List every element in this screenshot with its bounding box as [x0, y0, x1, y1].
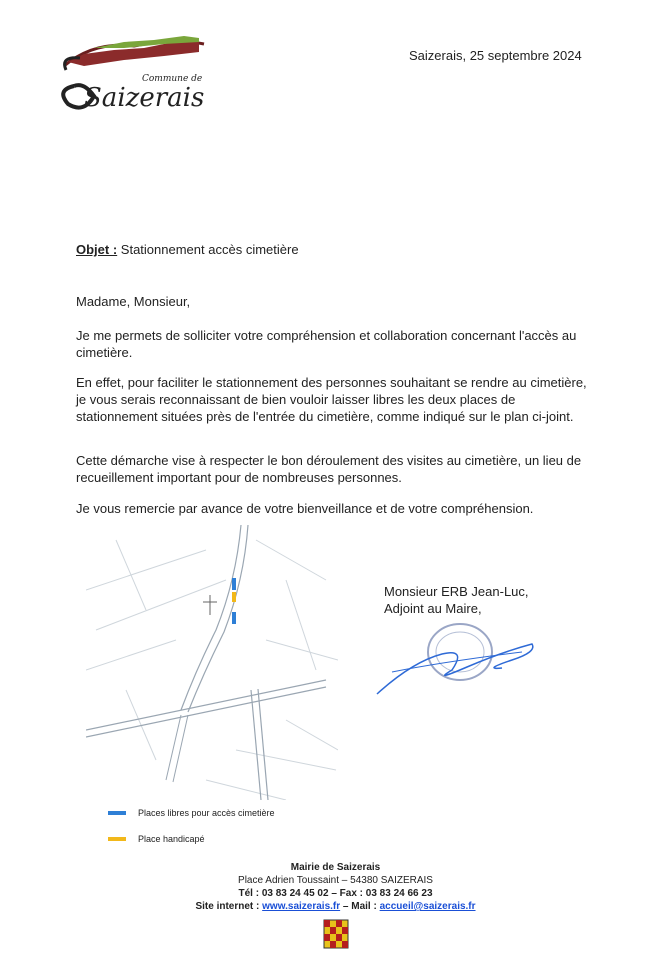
footer-org: Mairie de Saizerais [290, 862, 381, 873]
subject-text: Stationnement accès cimetière [120, 242, 299, 257]
legend-free-places-label: Places libres pour accès cimetière [138, 808, 275, 818]
paragraph-1: Je me permets de solliciter votre compréhension et collaboration concernant l'accès au cimetière. [76, 328, 577, 360]
legend-handicap-label: Place handicapé [138, 834, 205, 844]
footer-site-link[interactable]: www.saizerais.fr [262, 901, 341, 912]
logo-graphic [54, 26, 214, 116]
commune-logo [54, 26, 214, 116]
paragraph-4: Je vous remercie par avance de votre bienveillance et de votre compréhension. [76, 501, 534, 516]
legend-blue-swatch [108, 811, 126, 815]
subject-line [76, 242, 299, 257]
legend-yellow-swatch [108, 837, 126, 841]
footer [0, 861, 671, 913]
stamp-signature-graphic [372, 612, 542, 702]
footer-address: Place Adrien Toussaint – 54380 SAIZERAIS [238, 875, 433, 886]
paragraph-3: Cette démarche vise à respecter le bon déroulement des visites au cimetière, un lieu de recueillement important pour de nombreuses personnes. [76, 453, 582, 485]
footer-mail-link[interactable]: accueil@saizerais.fr [379, 901, 476, 912]
footer-phone: Tél : 03 83 24 45 02 – Fax : 03 83 24 66 23 [238, 888, 433, 899]
footer-contact [0, 900, 671, 913]
signatory-role: Adjoint au Maire, [384, 601, 482, 616]
commune-crest [318, 914, 354, 952]
crest-icon [318, 914, 354, 952]
free-place-marker [232, 578, 236, 590]
signature-stamp [372, 612, 542, 702]
subject-label: Objet : [76, 242, 118, 257]
salutation: Madame, Monsieur, [76, 294, 191, 309]
handicap-place-marker [232, 592, 236, 602]
footer-site-label: Site internet : [195, 901, 260, 912]
site-plan-map [86, 520, 338, 800]
free-place-marker [232, 612, 236, 624]
signatory-name: Monsieur ERB Jean-Luc, [384, 584, 529, 599]
letter-date: Saizerais, 25 septembre 2024 [409, 48, 582, 63]
legend-free-places [108, 808, 275, 818]
footer-mail-label: – Mail : [342, 901, 377, 912]
logo-commune-label: Commune de [142, 74, 203, 84]
map-graphic [86, 520, 338, 800]
legend-handicap [108, 834, 205, 844]
paragraph-2: En effet, pour faciliter le stationnement des personnes souhaitant se rendre au cimetière, je vous serais reconnaissant de bien vouloir laisser libres les deux places de stationnement situées près de l'entrée du cimetière, comme indiqué sur le plan ci-joint. [76, 375, 587, 424]
logo-town-name: Saizerais [84, 83, 205, 113]
